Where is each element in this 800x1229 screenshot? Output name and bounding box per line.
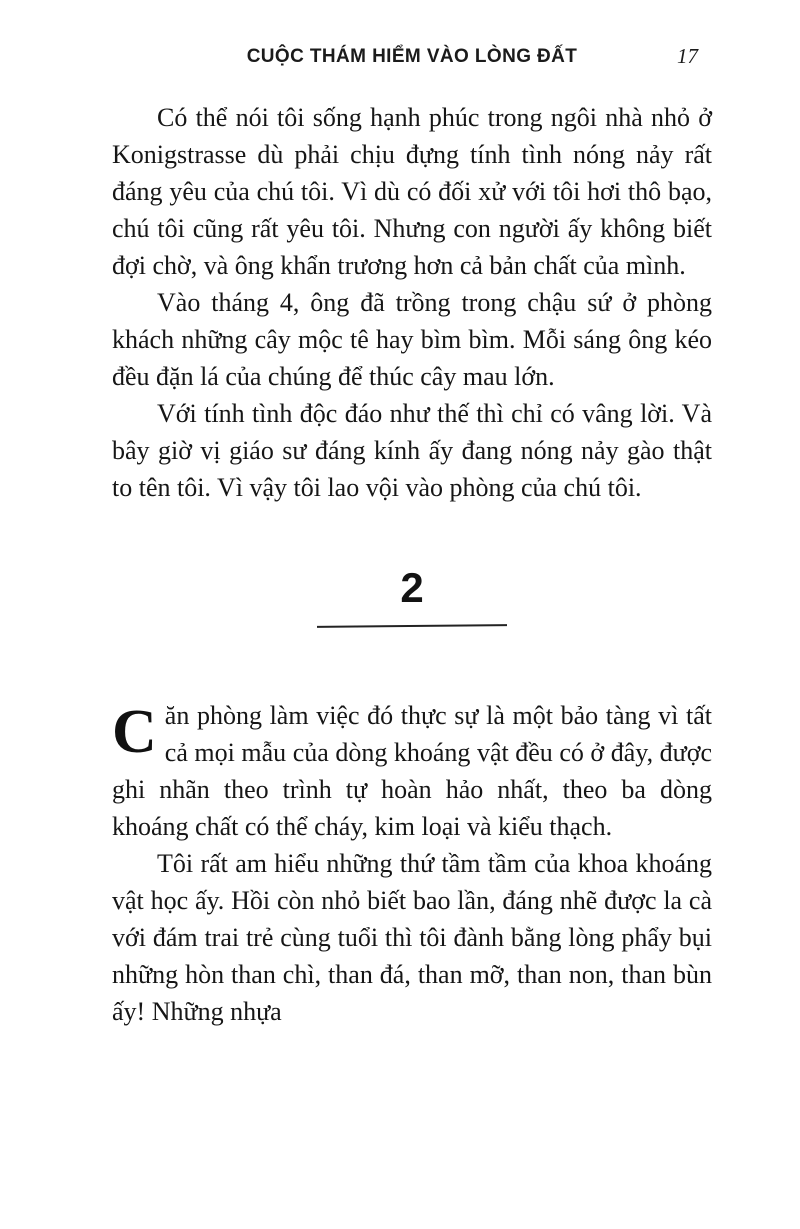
text-block <box>112 45 712 1030</box>
chapter-divider-rule <box>317 624 507 628</box>
page-number: 17 <box>677 44 698 68</box>
paragraph-4-text: ăn phòng làm việc đó thực sự là một bảo tàng vì tất cả mọi mẫu của dòng khoáng vật đều có ở đây, được ghi nhãn theo trình tự hoàn hảo nhất, theo ba dòng khoáng chất có thể cháy, kim loại và kiểu thạch. <box>112 701 712 841</box>
chapter-heading <box>112 566 712 627</box>
chapter-number: 2 <box>400 564 424 611</box>
paragraph-2: Vào tháng 4, ông đã trồng trong chậu sứ ở phòng khách những cây mộc tê hay bìm bìm. Mỗi sáng ông kéo đều đặn lá của chúng để thúc cây mau lớn. <box>112 288 712 391</box>
drop-cap-letter: C <box>112 698 157 766</box>
paragraph-1: Có thể nói tôi sống hạnh phúc trong ngôi nhà nhỏ ở Konigstrasse dù phải chịu đựng tính tình nóng nảy rất đáng yêu của chú tôi. Vì dù có đối xử với tôi hơi thô bạo, chú tôi cũng rất yêu tôi. Nhưng con người ấy không biết đợi chờ, và ông khẩn trương hơn cả bản chất của mình. <box>112 103 712 280</box>
page-body <box>112 99 712 1030</box>
running-header <box>112 45 712 68</box>
running-header-title: CUỘC THÁM HIỂM VÀO LÒNG ĐẤT <box>246 46 578 67</box>
paragraph-4 <box>112 697 712 845</box>
paragraph-3: Với tính tình độc đáo như thế thì chỉ có vâng lời. Và bây giờ vị giáo sư đáng kính ấy đang nóng nảy gào thật to tên tôi. Vì vậy tôi lao vội vào phòng của chú tôi. <box>112 399 712 502</box>
paragraph-5: Tôi rất am hiểu những thứ tầm tầm của khoa khoáng vật học ấy. Hồi còn nhỏ biết bao lần, đáng nhẽ được la cà với đám trai trẻ cùng tuổi thì tôi đành bằng lòng phẩy bụi những hòn than chì, than đá, than mỡ, than non, than bùn ấy! Những nhựa <box>112 849 712 1026</box>
